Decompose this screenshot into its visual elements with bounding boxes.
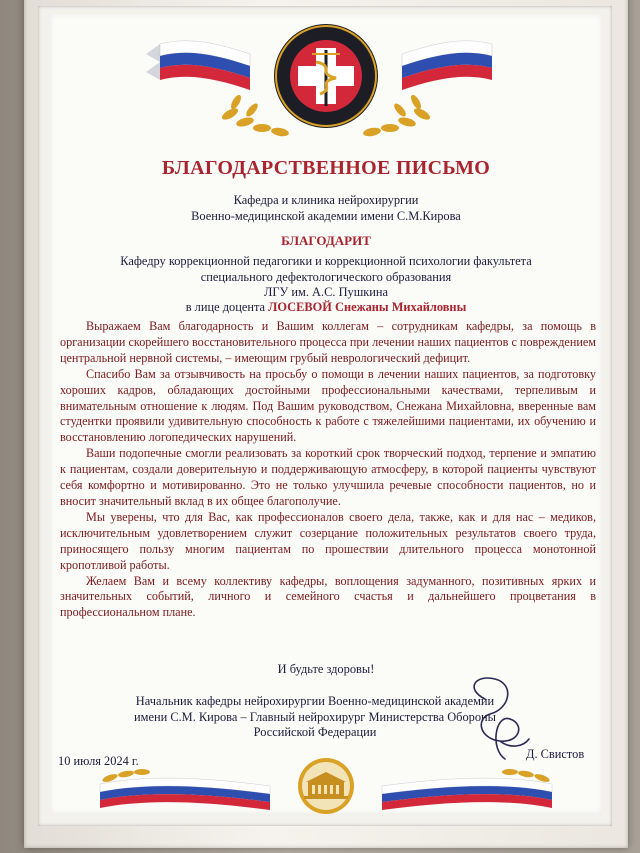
body-paragraph: Мы уверены, что для Вас, как профессионалов своего дела, также, как и для нас – медиков, исключительным удовлетворением служит созерцание положительных результатов своего труда, приносящего пользу многим пациентам по прошествии длительного процесса монотонной кропотливой работы. xyxy=(60,509,596,572)
body-paragraph: Выражаем Вам благодарность и Вашим коллегам – сотрудникам кафедры, за помощь в организации скорейшего восстановительного процесса при лечении наших пациентов с повреждением центральной нервной системы, – имеющим грубый неврологический дефицит. xyxy=(60,319,596,365)
right-bottom-flag-ribbon xyxy=(382,769,552,810)
left-flag-ribbon xyxy=(146,41,250,90)
handwritten-signature xyxy=(455,669,535,769)
certificate-paper xyxy=(50,14,602,814)
sender-line: Кафедра и клиника нейрохирургии xyxy=(233,193,419,207)
sender-line: Военно-медицинской академии имени С.М.Кирова xyxy=(191,209,461,223)
signer-line: имени С.М. Кирова – Главный нейрохирург Министерства Обороны xyxy=(133,709,496,724)
thanks-heading: БЛАГОДАРИТ xyxy=(281,233,371,248)
recipient-block xyxy=(70,254,582,301)
closing-line: И будьте здоровы! xyxy=(277,662,375,676)
medical-academy-seal-icon xyxy=(274,24,378,128)
recipient-line: специального дефектологического образования xyxy=(200,269,452,284)
left-laurel-icon xyxy=(220,93,289,137)
person-name: ЛОСЕВОЙ Снежаны Михайловны xyxy=(268,300,467,314)
academy-emblem-header xyxy=(50,14,602,149)
body-paragraph: Ваши подопечные смогли реализовать за короткий срок творческий подход, терпение и эмпатию к пациентам, создали доверительную и поддерживающую атмосферу, в которой пациенты чувствуют себя комфортно и мотивированно. Это не только улучшила речевые способности пациентов, но и вносит значительный вклад в их общее благополучие. xyxy=(60,446,596,508)
person-prefix: в лице доцента xyxy=(185,300,269,314)
right-flag-ribbon xyxy=(402,41,492,90)
footer-decoration xyxy=(50,756,602,818)
letter-title: БЛАГОДАРСТВЕННОЕ ПИСЬМО xyxy=(161,157,491,179)
sender-block xyxy=(50,192,602,224)
left-bottom-flag-ribbon xyxy=(100,769,270,810)
letter-date: 10 июля 2024 г. xyxy=(58,754,139,768)
right-laurel-icon xyxy=(362,93,431,137)
letter-body xyxy=(60,319,596,621)
signer-line: Начальник кафедры нейрохирургии Военно-медицинской академии xyxy=(135,694,495,708)
recipient-line: ЛГУ им. А.С. Пушкина xyxy=(263,285,389,299)
body-paragraph: Спасибо Вам за отзывчивость на просьбу о помощи в лечении наших пациентов, за подготовку хороших кадров, обладающих достойными профессиональными качествами, терпеливым и внимательным отношение к людям. Под Вашим руководством, Снежана Михайловна, вверенные вам студентки проявили удивительную способность к работе с тяжелейшими пациентами, их обучению и восстановлению логопедических нарушений. xyxy=(60,366,596,445)
signer-line: Российской Федерации xyxy=(253,725,377,739)
recipient-person xyxy=(50,300,602,315)
body-paragraph: Желаем Вам и всему коллективу кафедры, воплощения задуманного, позитивных ярких и значительных событий, личного и семейного счастья и дальнейшего процветания в профессиональном плане. xyxy=(60,573,596,620)
signature-name: Д. Свистов xyxy=(526,747,585,761)
recipient-line: Кафедру коррекционной педагогики и коррекционной психологии факультета xyxy=(120,254,532,268)
academy-building-medallion-icon xyxy=(298,758,354,814)
